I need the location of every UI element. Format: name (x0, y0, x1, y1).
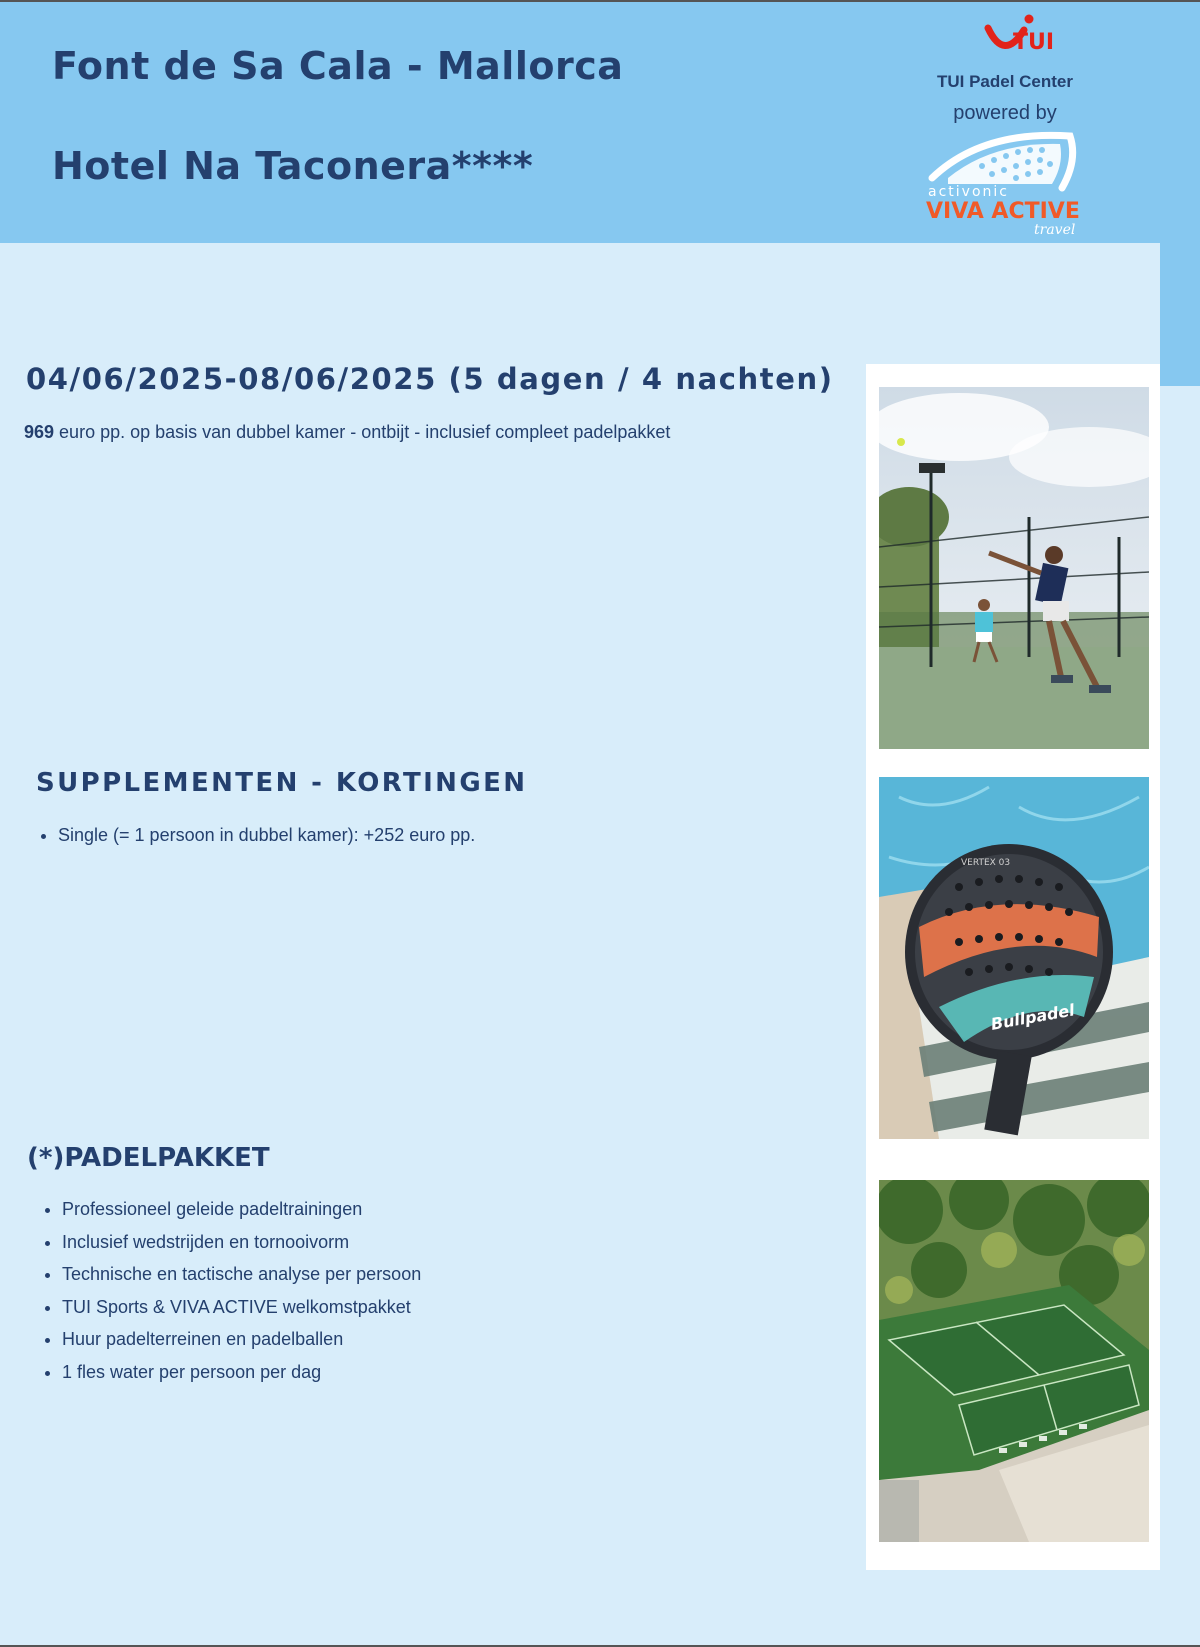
travel-dates: 04/06/2025-08/06/2025 (5 dagen / 4 nachten) (26, 362, 834, 396)
price-description: euro pp. op basis van dubbel kamer - ontbijt - inclusief compleet padelpakket (54, 422, 671, 442)
hotel-title: Hotel Na Taconera**** (52, 144, 534, 188)
destination-title: Font de Sa Cala - Mallorca (52, 44, 624, 88)
activonic-label: activonic (928, 184, 1009, 200)
package-title: (*)PADELPAKKET (27, 1143, 270, 1173)
racket-model-label: VERTEX 03 (961, 858, 1011, 868)
supplements-title: SUPPLEMENTEN - KORTINGEN (36, 768, 528, 798)
viva-active-label: VIVA ACTIVE (926, 199, 1080, 224)
price-amount: 969 (24, 422, 55, 442)
brand-logos (900, 10, 1110, 238)
viva-active-logo (922, 130, 1082, 240)
racket-brand-label: Bullpadel (989, 1000, 1076, 1034)
package-list (38, 1193, 421, 1389)
racket-photo (879, 777, 1149, 1139)
page-header (0, 2, 1200, 243)
list-item: • Technische en tactische analyse per persoon (62, 1258, 421, 1291)
padel-center-label: TUI Padel Center (936, 72, 1074, 91)
list-item: • TUI Sports & VIVA ACTIVE welkomstpakket (62, 1291, 421, 1324)
list-item: • Single (= 1 persoon in dubbel kamer): +252 euro pp. (58, 822, 475, 848)
courts-aerial-photo (879, 1180, 1149, 1542)
tui-logo (955, 12, 1065, 64)
list-item: • Inclusief wedstrijden en tornooivorm (62, 1226, 421, 1259)
decorative-band (1160, 243, 1200, 386)
list-item: • Professioneel geleide padeltrainingen (62, 1193, 421, 1226)
players-photo (879, 387, 1149, 749)
tui-wordmark: TUI (1013, 30, 1055, 55)
travel-label: travel (1034, 222, 1076, 238)
supplements-list (34, 822, 475, 848)
list-item: • 1 fles water per persoon per dag (62, 1356, 421, 1389)
powered-by-label: powered by (953, 102, 1057, 124)
price-line (24, 422, 670, 443)
list-item: • Huur padelterreinen en padelballen (62, 1323, 421, 1356)
